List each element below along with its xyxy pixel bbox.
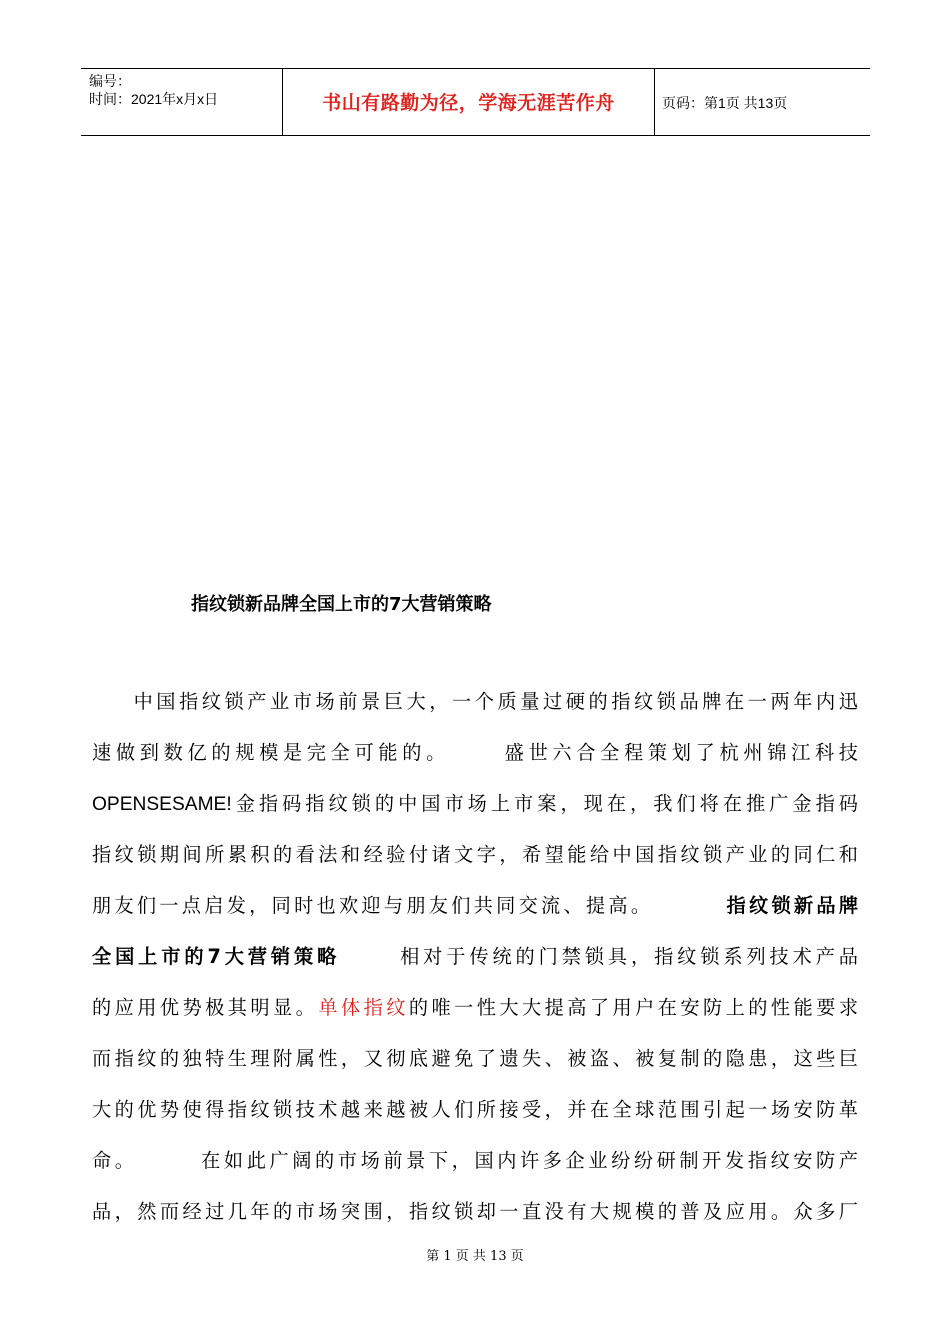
body-text-segment: 相对于传统的门禁锁具，指纹锁系列技术产品 <box>396 945 858 968</box>
body-line <box>92 838 858 889</box>
page-footer: 第 1 页 共 13 页 <box>426 1249 524 1264</box>
article-title: 指纹锁新品牌全国上市的7大营销策略 <box>191 594 492 615</box>
body-text-segment: 品，然而经过几年的市场突围，指纹锁却一直没有大规模的普及应用。众多厂 <box>92 1200 858 1223</box>
body-text-segment: 在如此广阔的市场前景下，国内许多企业纷纷研制开发指纹安防产 <box>197 1149 858 1172</box>
article-body <box>92 685 858 1246</box>
body-line <box>92 1042 858 1093</box>
body-text-segment: 命。 <box>92 1149 138 1172</box>
header-page-info: 页码：第1页 共13页 <box>662 95 788 111</box>
document-date-label: 时间：2021年x月x日 <box>89 91 219 107</box>
body-text-segment: 而指纹的独特生理附属性，又彻底避免了遗失、被盗、被复制的隐患，这些巨 <box>92 1047 858 1070</box>
header-right-cell <box>654 69 870 135</box>
body-line <box>92 889 858 940</box>
body-text-segment: 盛世六合全程策划了杭州锦江科技 <box>500 741 858 764</box>
document-header <box>81 68 870 136</box>
body-line <box>92 940 858 991</box>
body-line <box>92 787 858 838</box>
body-line <box>92 991 858 1042</box>
header-middle-cell <box>282 69 655 135</box>
body-text-segment: 的应用优势极其明显。 <box>92 996 319 1019</box>
header-left-cell <box>81 69 282 135</box>
body-text-segment: 金指码指纹锁的中国市场上市案，现在，我们将在推广金指码 <box>231 792 858 815</box>
body-text-segment: 速做到数亿的规模是完全可能的。 <box>92 741 450 764</box>
body-line <box>92 1195 858 1246</box>
body-text-segment: 朋友们一点启发，同时也欢迎与朋友们共同交流、提高。 <box>92 894 654 917</box>
body-text-segment: 大的优势使得指纹锁技术越来越被人们所接受，并在全球范围引起一场安防革 <box>92 1098 858 1121</box>
header-motto: 书山有路勤为径，学海无涯苦作舟 <box>322 92 615 114</box>
body-text-segment: 指纹锁期间所累积的看法和经验付诸文字，希望能给中国指纹锁产业的同仁和 <box>92 843 858 866</box>
body-line <box>92 1144 858 1195</box>
document-code-label: 编号： <box>89 73 131 89</box>
highlighted-term: 单体指纹 <box>318 996 409 1019</box>
body-line <box>92 1093 858 1144</box>
body-text-segment: 中国指纹锁产业市场前景巨大，一个质量过硬的指纹锁品牌在一两年内迅 <box>130 690 858 713</box>
inline-heading: 指纹锁新品牌 <box>723 894 858 917</box>
body-line <box>92 736 858 787</box>
inline-heading: 全国上市的7大营销策略 <box>92 945 341 968</box>
brand-name: OPENSESAME! <box>92 794 232 815</box>
body-line <box>92 685 858 736</box>
body-text-segment: 的唯一性大大提高了用户在安防上的性能要求 <box>408 996 858 1019</box>
